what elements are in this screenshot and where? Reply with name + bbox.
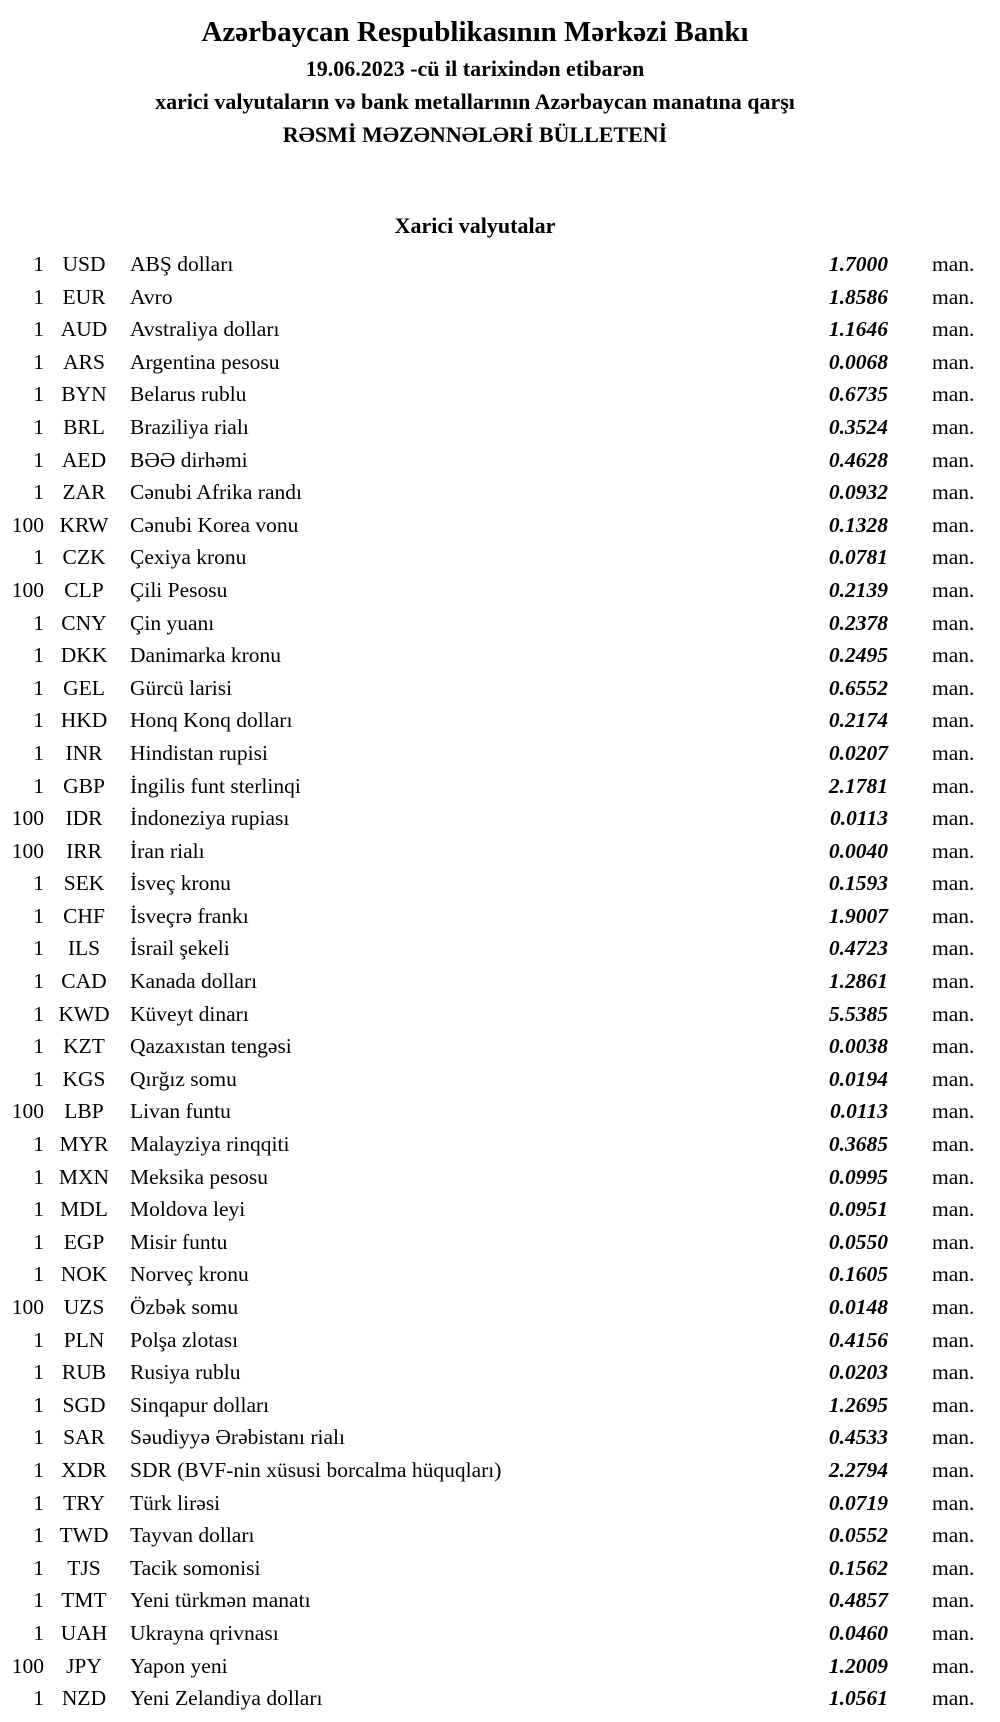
unit-label: man. bbox=[932, 414, 975, 439]
rate-row bbox=[0, 313, 1000, 346]
rate-row bbox=[0, 248, 1000, 281]
currency-name: Hindistan rupisi bbox=[130, 740, 268, 765]
rate-row bbox=[0, 476, 1000, 509]
rate-value: 0.0203 bbox=[828, 1360, 888, 1385]
rate-row bbox=[0, 607, 1000, 640]
currency-code: NZD bbox=[61, 1686, 107, 1711]
rate-row bbox=[0, 1356, 1000, 1389]
row-quantity: 1 bbox=[33, 936, 44, 961]
currency-code: TJS bbox=[67, 1555, 101, 1580]
currency-name: Belarus rublu bbox=[130, 382, 247, 407]
row-quantity: 1 bbox=[33, 480, 44, 505]
unit-label: man. bbox=[932, 447, 975, 472]
currency-code: CHF bbox=[63, 903, 105, 928]
currency-name: Rusiya rublu bbox=[130, 1360, 241, 1385]
row-quantity: 1 bbox=[33, 903, 44, 928]
currency-name: Polşa zlotası bbox=[130, 1327, 239, 1352]
row-quantity: 100 bbox=[11, 512, 44, 537]
unit-label: man. bbox=[932, 1132, 975, 1157]
row-quantity: 1 bbox=[33, 1164, 44, 1189]
currency-name: Danimarka kronu bbox=[130, 643, 282, 668]
currency-code: TMT bbox=[61, 1588, 107, 1613]
currency-name: Yeni türkmən manatı bbox=[130, 1588, 311, 1613]
row-quantity: 1 bbox=[33, 610, 44, 635]
currency-code: MXN bbox=[58, 1164, 110, 1189]
currency-name: İngilis funt sterlinqi bbox=[130, 773, 301, 798]
currency-code: SEK bbox=[63, 871, 105, 896]
currency-name: Tayvan dolları bbox=[130, 1523, 255, 1548]
currency-code: XDR bbox=[61, 1457, 107, 1482]
row-quantity: 1 bbox=[33, 349, 44, 374]
rate-row bbox=[0, 1617, 1000, 1650]
unit-label: man. bbox=[932, 1588, 975, 1613]
row-quantity: 100 bbox=[11, 838, 44, 863]
unit-label: man. bbox=[932, 1457, 975, 1482]
rate-value: 2.1781 bbox=[828, 773, 888, 798]
rate-row bbox=[0, 346, 1000, 379]
rate-value: 0.2495 bbox=[828, 643, 888, 668]
unit-label: man. bbox=[932, 1490, 975, 1515]
row-quantity: 1 bbox=[33, 1327, 44, 1352]
currency-name: Səudiyyə Ərəbistanı rialı bbox=[130, 1425, 345, 1450]
row-quantity: 1 bbox=[33, 643, 44, 668]
unit-label: man. bbox=[932, 740, 975, 765]
bank-title: Azərbaycan Respublikasının Mərkəzi Bankı bbox=[201, 16, 749, 48]
currency-name: Çexiya kronu bbox=[130, 545, 247, 570]
rate-value: 1.2009 bbox=[828, 1653, 888, 1678]
rate-value: 0.1605 bbox=[828, 1262, 888, 1287]
row-quantity: 1 bbox=[33, 252, 44, 276]
rate-value: 0.4628 bbox=[828, 447, 888, 472]
currency-name: Cənubi Afrika randı bbox=[130, 480, 302, 505]
currency-code: CZK bbox=[62, 545, 106, 570]
rate-row bbox=[0, 509, 1000, 542]
unit-label: man. bbox=[932, 1523, 975, 1548]
row-quantity: 100 bbox=[11, 1099, 44, 1124]
currency-name: BƏƏ dirhəmi bbox=[130, 447, 248, 472]
currency-code: BYN bbox=[61, 382, 107, 407]
rate-value: 0.3524 bbox=[828, 414, 888, 439]
rate-value: 0.1328 bbox=[828, 512, 888, 537]
row-quantity: 1 bbox=[33, 284, 44, 309]
rate-row bbox=[0, 1226, 1000, 1259]
currency-code: CAD bbox=[61, 969, 107, 994]
unit-label: man. bbox=[932, 252, 975, 276]
currency-code: IRR bbox=[66, 838, 102, 863]
rate-row bbox=[0, 1682, 1000, 1715]
row-quantity: 1 bbox=[33, 871, 44, 896]
currency-name: Malayziya rinqqiti bbox=[130, 1132, 290, 1157]
rate-value: 1.1646 bbox=[828, 317, 888, 342]
rate-row bbox=[0, 932, 1000, 965]
rate-value: 0.0207 bbox=[828, 740, 888, 765]
rate-row bbox=[0, 1552, 1000, 1585]
rate-row bbox=[0, 1161, 1000, 1194]
row-quantity: 1 bbox=[33, 1034, 44, 1059]
rate-value: 0.0781 bbox=[828, 545, 888, 570]
rate-value: 0.4156 bbox=[828, 1327, 888, 1352]
unit-label: man. bbox=[932, 675, 975, 700]
unit-label: man. bbox=[932, 806, 975, 831]
rate-row bbox=[0, 639, 1000, 672]
row-quantity: 1 bbox=[33, 1425, 44, 1450]
rate-row bbox=[0, 1584, 1000, 1617]
unit-label: man. bbox=[932, 1653, 975, 1678]
row-quantity: 100 bbox=[11, 1295, 44, 1319]
row-quantity: 1 bbox=[33, 1686, 44, 1711]
rate-row bbox=[0, 1193, 1000, 1226]
currency-code: AUD bbox=[60, 317, 108, 342]
rate-row bbox=[0, 1063, 1000, 1096]
rate-row bbox=[0, 1421, 1000, 1454]
rate-value: 0.0995 bbox=[828, 1164, 888, 1189]
currency-name: Ukrayna qrivnası bbox=[130, 1620, 279, 1645]
rate-value: 1.2695 bbox=[828, 1392, 888, 1417]
row-quantity: 1 bbox=[33, 1132, 44, 1157]
currency-code: TWD bbox=[59, 1523, 109, 1548]
unit-label: man. bbox=[932, 284, 975, 309]
unit-label: man. bbox=[932, 1262, 975, 1287]
currency-code: HKD bbox=[60, 708, 108, 733]
row-quantity: 1 bbox=[33, 382, 44, 407]
currency-name: İsveçrə frankı bbox=[130, 903, 249, 928]
row-quantity: 1 bbox=[33, 708, 44, 733]
rate-row bbox=[0, 378, 1000, 411]
row-quantity: 1 bbox=[33, 414, 44, 439]
currency-code: KZT bbox=[63, 1034, 105, 1059]
unit-label: man. bbox=[932, 382, 975, 407]
unit-label: man. bbox=[932, 1620, 975, 1645]
rate-value: 0.0038 bbox=[828, 1034, 888, 1059]
currency-name: Küveyt dinarı bbox=[130, 1001, 249, 1026]
rate-value: 0.0040 bbox=[828, 838, 888, 863]
document-header bbox=[0, 0, 950, 151]
unit-label: man. bbox=[932, 1001, 975, 1026]
unit-label: man. bbox=[932, 903, 975, 928]
rate-value: 0.0068 bbox=[828, 349, 888, 374]
row-quantity: 1 bbox=[33, 1066, 44, 1091]
unit-label: man. bbox=[932, 1686, 975, 1711]
unit-label: man. bbox=[932, 1229, 975, 1254]
rate-value: 1.7000 bbox=[828, 252, 888, 276]
row-quantity: 1 bbox=[33, 1360, 44, 1385]
row-quantity: 1 bbox=[33, 773, 44, 798]
rate-value: 0.0148 bbox=[828, 1295, 888, 1319]
currency-name: Yapon yeni bbox=[130, 1653, 228, 1678]
unit-label: man. bbox=[932, 1034, 975, 1059]
currency-code: KWD bbox=[58, 1001, 110, 1026]
rate-row bbox=[0, 835, 1000, 868]
row-quantity: 1 bbox=[33, 675, 44, 700]
currency-name: Yeni Zelandiya dolları bbox=[130, 1686, 323, 1711]
currency-name: Moldova leyi bbox=[130, 1197, 246, 1222]
row-quantity: 1 bbox=[33, 1001, 44, 1026]
currency-code: SGD bbox=[62, 1392, 106, 1417]
unit-label: man. bbox=[932, 1425, 975, 1450]
currency-code: EGP bbox=[63, 1229, 105, 1254]
rate-row bbox=[0, 900, 1000, 933]
currency-name: SDR (BVF-nin xüsusi borcalma hüquqları) bbox=[130, 1457, 502, 1482]
unit-label: man. bbox=[932, 838, 975, 863]
unit-label: man. bbox=[932, 1360, 975, 1385]
currency-code: NOK bbox=[60, 1262, 108, 1287]
currency-code: TRY bbox=[63, 1490, 105, 1515]
currency-name: İsveç kronu bbox=[130, 871, 231, 896]
currency-code: ZAR bbox=[62, 480, 106, 505]
unit-label: man. bbox=[932, 1164, 975, 1189]
unit-label: man. bbox=[932, 773, 975, 798]
rate-row bbox=[0, 1258, 1000, 1291]
currency-name: Braziliya rialı bbox=[130, 414, 249, 439]
currency-name: Sinqapur dolları bbox=[130, 1392, 270, 1417]
currency-code: UAH bbox=[60, 1620, 108, 1645]
rate-value: 0.0113 bbox=[830, 1099, 888, 1124]
rate-row bbox=[0, 1291, 1000, 1324]
currency-name: Qazaxıstan tengəsi bbox=[130, 1034, 292, 1059]
currency-name: Argentina pesosu bbox=[130, 349, 280, 374]
row-quantity: 1 bbox=[33, 317, 44, 342]
unit-label: man. bbox=[932, 512, 975, 537]
rate-row bbox=[0, 704, 1000, 737]
rate-row bbox=[0, 1650, 1000, 1683]
currency-code: INR bbox=[65, 740, 103, 765]
rate-value: 0.0194 bbox=[828, 1066, 888, 1091]
rates-table bbox=[0, 248, 1000, 1715]
rate-value: 0.4723 bbox=[828, 936, 888, 961]
currency-code: IDR bbox=[65, 806, 103, 831]
unit-label: man. bbox=[932, 1295, 975, 1319]
rate-value: 0.0113 bbox=[830, 806, 888, 831]
row-quantity: 1 bbox=[33, 969, 44, 994]
rate-value: 0.0552 bbox=[828, 1523, 888, 1548]
rate-row bbox=[0, 1487, 1000, 1520]
rate-row bbox=[0, 998, 1000, 1031]
row-quantity: 1 bbox=[33, 545, 44, 570]
currency-name: İsrail şekeli bbox=[130, 936, 230, 961]
effective-date-line: 19.06.2023 -cü il tarixindən etibarən bbox=[305, 56, 645, 81]
unit-label: man. bbox=[932, 969, 975, 994]
currency-name: Meksika pesosu bbox=[130, 1164, 268, 1189]
currency-code: UZS bbox=[63, 1295, 105, 1319]
currency-name: Özbək somu bbox=[130, 1295, 239, 1319]
row-quantity: 1 bbox=[33, 1392, 44, 1417]
rate-value: 1.2861 bbox=[828, 969, 888, 994]
rate-value: 0.3685 bbox=[828, 1132, 888, 1157]
rate-row bbox=[0, 281, 1000, 314]
currency-code: MDL bbox=[60, 1197, 108, 1222]
rate-row bbox=[0, 672, 1000, 705]
rate-row bbox=[0, 737, 1000, 770]
bulletin-title: RƏSMİ MƏZƏNNƏLƏRİ BÜLLETENİ bbox=[282, 122, 668, 147]
unit-label: man. bbox=[932, 610, 975, 635]
rate-row bbox=[0, 770, 1000, 803]
subject-line: xarici valyutaların və bank metallarının Azərbaycan manatına qarşı bbox=[155, 89, 795, 114]
rate-row bbox=[0, 965, 1000, 998]
currency-code: PLN bbox=[63, 1327, 105, 1352]
unit-label: man. bbox=[932, 1555, 975, 1580]
currency-name: Norveç kronu bbox=[130, 1262, 249, 1287]
rate-row bbox=[0, 1389, 1000, 1422]
currency-name: Livan funtu bbox=[130, 1099, 231, 1124]
row-quantity: 1 bbox=[33, 740, 44, 765]
currency-name: ABŞ dolları bbox=[130, 252, 234, 276]
rate-value: 0.2378 bbox=[828, 610, 888, 635]
unit-label: man. bbox=[932, 577, 975, 602]
unit-label: man. bbox=[932, 317, 975, 342]
unit-label: man. bbox=[932, 545, 975, 570]
unit-label: man. bbox=[932, 480, 975, 505]
unit-label: man. bbox=[932, 1327, 975, 1352]
rate-value: 1.0561 bbox=[828, 1686, 888, 1711]
currency-name: Çili Pesosu bbox=[130, 577, 228, 602]
rate-row bbox=[0, 1095, 1000, 1128]
currency-name: Türk lirəsi bbox=[130, 1490, 221, 1515]
currency-name: Kanada dolları bbox=[130, 969, 258, 994]
row-quantity: 1 bbox=[33, 1523, 44, 1548]
row-quantity: 100 bbox=[11, 1653, 44, 1678]
currency-code: MYR bbox=[59, 1132, 109, 1157]
row-quantity: 1 bbox=[33, 447, 44, 472]
rate-value: 0.0719 bbox=[828, 1490, 888, 1515]
rate-row bbox=[0, 1324, 1000, 1357]
unit-label: man. bbox=[932, 708, 975, 733]
rate-row bbox=[0, 1128, 1000, 1161]
currency-code: USD bbox=[62, 252, 106, 276]
currency-code: CNY bbox=[61, 610, 107, 635]
row-quantity: 100 bbox=[11, 577, 44, 602]
currency-code: KGS bbox=[62, 1066, 106, 1091]
currency-code: SAR bbox=[63, 1425, 105, 1450]
rate-value: 0.1562 bbox=[828, 1555, 888, 1580]
unit-label: man. bbox=[932, 936, 975, 961]
unit-label: man. bbox=[932, 349, 975, 374]
row-quantity: 100 bbox=[11, 806, 44, 831]
rate-value: 0.4533 bbox=[828, 1425, 888, 1450]
currency-code: GBP bbox=[63, 773, 105, 798]
currency-code: GEL bbox=[63, 675, 105, 700]
row-quantity: 1 bbox=[33, 1262, 44, 1287]
rate-row bbox=[0, 802, 1000, 835]
currency-name: İndoneziya rupiası bbox=[130, 806, 290, 831]
currency-name: Gürcü larisi bbox=[130, 675, 233, 700]
rate-value: 1.8586 bbox=[828, 284, 888, 309]
unit-label: man. bbox=[932, 1099, 975, 1124]
rate-row bbox=[0, 867, 1000, 900]
currency-code: JPY bbox=[66, 1653, 102, 1678]
currency-name: İran rialı bbox=[130, 838, 205, 863]
rate-value: 2.2794 bbox=[828, 1457, 888, 1482]
unit-label: man. bbox=[932, 1066, 975, 1091]
currency-code: BRL bbox=[63, 414, 105, 439]
currency-code: ILS bbox=[67, 936, 101, 961]
row-quantity: 1 bbox=[33, 1588, 44, 1613]
rate-row bbox=[0, 1030, 1000, 1063]
currency-code: CLP bbox=[64, 577, 104, 602]
row-quantity: 1 bbox=[33, 1457, 44, 1482]
currency-name: Cənubi Korea vonu bbox=[130, 512, 299, 537]
row-quantity: 1 bbox=[33, 1229, 44, 1254]
rate-value: 5.5385 bbox=[828, 1001, 888, 1026]
rate-value: 0.2139 bbox=[828, 577, 888, 602]
unit-label: man. bbox=[932, 871, 975, 896]
rate-value: 0.0951 bbox=[828, 1197, 888, 1222]
currency-code: DKK bbox=[60, 643, 108, 668]
currency-code: LBP bbox=[64, 1099, 104, 1124]
rate-value: 0.0932 bbox=[828, 480, 888, 505]
currency-name: Çin yuanı bbox=[130, 610, 215, 635]
currency-code: AED bbox=[61, 447, 107, 472]
unit-label: man. bbox=[932, 643, 975, 668]
rate-value: 0.0460 bbox=[828, 1620, 888, 1645]
rate-value: 0.6735 bbox=[828, 382, 888, 407]
row-quantity: 1 bbox=[33, 1197, 44, 1222]
currency-name: Avstraliya dolları bbox=[130, 317, 280, 342]
rate-row bbox=[0, 574, 1000, 607]
currency-name: Misir funtu bbox=[130, 1229, 228, 1254]
rate-value: 0.6552 bbox=[828, 675, 888, 700]
unit-label: man. bbox=[932, 1197, 975, 1222]
rate-value: 0.4857 bbox=[828, 1588, 888, 1613]
currency-code: ARS bbox=[63, 349, 105, 374]
currency-code: RUB bbox=[61, 1360, 107, 1385]
rate-row bbox=[0, 444, 1000, 477]
currency-code: KRW bbox=[59, 512, 109, 537]
row-quantity: 1 bbox=[33, 1490, 44, 1515]
currency-name: Avro bbox=[130, 284, 173, 309]
row-quantity: 1 bbox=[33, 1555, 44, 1580]
rate-value: 0.0550 bbox=[828, 1229, 888, 1254]
currency-code: EUR bbox=[62, 284, 106, 309]
row-quantity: 1 bbox=[33, 1620, 44, 1645]
rate-row bbox=[0, 411, 1000, 444]
rate-row bbox=[0, 1519, 1000, 1552]
section-title-foreign-currencies: Xarici valyutalar bbox=[394, 213, 556, 238]
currency-name: Honq Konq dolları bbox=[130, 708, 293, 733]
unit-label: man. bbox=[932, 1392, 975, 1417]
rate-value: 0.2174 bbox=[828, 708, 888, 733]
rate-row bbox=[0, 1454, 1000, 1487]
rate-value: 0.1593 bbox=[828, 871, 888, 896]
rate-row bbox=[0, 541, 1000, 574]
currency-name: Qırğız somu bbox=[130, 1066, 237, 1091]
rate-value: 1.9007 bbox=[828, 903, 888, 928]
currency-name: Tacik somonisi bbox=[130, 1555, 261, 1580]
